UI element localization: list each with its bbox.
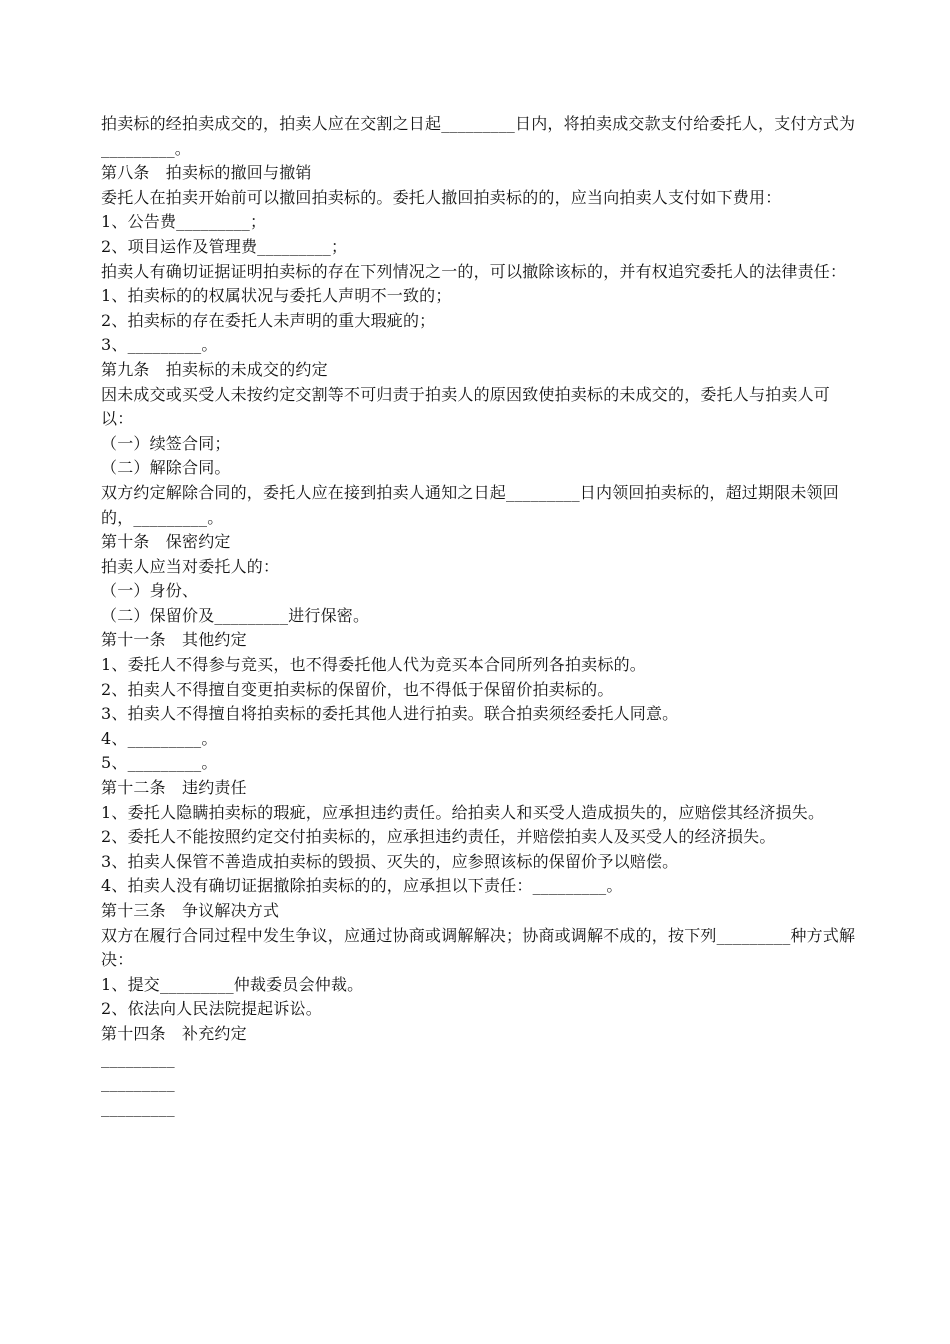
paragraph-unsold: 因未成交或买受人未按约定交割等不可归责于拍卖人的原因致使拍卖标的未成交的，委托人与拍卖人可以： xyxy=(101,384,831,429)
list-item-other-11-5: 5、_________。 xyxy=(101,753,218,773)
heading-article-11: 第十一条 其他约定 xyxy=(101,630,247,650)
paragraph-termination: 双方约定解除合同的，委托人应在接到拍卖人通知之日起_________日内领回拍卖标的，超过期限未领回的，_________。 xyxy=(101,482,840,527)
paragraph-removal-conditions: 拍卖人有确切证据证明拍卖标的存在下列情况之一的，可以撤除该标的，并有权追究委托人的法律责任： xyxy=(101,261,847,281)
paragraph-withdrawal: 委托人在拍卖开始前可以撤回拍卖标的。委托人撤回拍卖标的的，应当向拍卖人支付如下费用： xyxy=(101,187,782,207)
list-item-delivery-failure: 2、委托人不能按照约定交付拍卖标的，应承担违约责任，并赔偿拍卖人及买受人的经济损失。 xyxy=(101,827,776,847)
heading-article-13: 第十三条 争议解决方式 xyxy=(101,901,280,920)
list-item-other-11-4: 4、_________。 xyxy=(101,728,218,748)
list-item-no-price-change: 2、拍卖人不得擅自变更拍卖标的保留价，也不得低于保留价拍卖标的。 xyxy=(101,679,614,699)
heading-article-12: 第十二条 违约责任 xyxy=(101,778,247,798)
heading-article-9: 第九条 拍卖标的未成交的约定 xyxy=(101,359,328,379)
paragraph-confidentiality: 拍卖人应当对委托人的： xyxy=(101,556,280,576)
list-item-no-delegation: 3、拍卖人不得擅自将拍卖标的委托其他人进行拍卖。联合拍卖须经委托人同意。 xyxy=(101,704,679,724)
heading-article-14: 第十四条 补充约定 xyxy=(101,1023,247,1043)
list-item-other-8: 3、_________。 xyxy=(101,335,218,355)
list-item-terminate: （二）解除合同。 xyxy=(101,458,231,478)
paragraph-dispute: 双方在履行合同过程中发生争议，应通过协商或调解解决；协商或调解不成的，按下列_________种方式解决： xyxy=(101,925,856,970)
list-item-reserve-price: （二）保留价及_________进行保密。 xyxy=(101,605,370,625)
list-item-arbitration: 1、提交_________仲裁委员会仲裁。 xyxy=(101,974,364,994)
list-item-no-bidding: 1、委托人不得参与竞买，也不得委托他人代为竞买本合同所列各拍卖标的。 xyxy=(101,655,646,675)
list-item-litigation: 2、依法向人民法院提起诉讼。 xyxy=(101,999,322,1019)
blank-line-3: _________ xyxy=(101,1097,175,1117)
list-item-renew: （一）续签合同； xyxy=(101,433,231,453)
blank-line-2: _________ xyxy=(101,1073,175,1093)
list-item-concealment: 1、委托人隐瞒拍卖标的瑕疵，应承担违约责任。给拍卖人和买受人造成损失的，应赔偿其经济损失。 xyxy=(101,802,825,822)
list-item-notice-fee: 1、公告费_________； xyxy=(101,212,267,232)
list-item-ownership: 1、拍卖标的的权属状况与委托人声明不一致的； xyxy=(101,286,452,306)
list-item-defects: 2、拍卖标的存在委托人未声明的重大瑕疵的； xyxy=(101,310,436,330)
list-item-management-fee: 2、项目运作及管理费_________； xyxy=(101,236,348,256)
blank-line-1: _________ xyxy=(101,1048,175,1068)
list-item-identity: （一）身份、 xyxy=(101,581,199,601)
heading-article-10: 第十条 保密约定 xyxy=(101,532,231,552)
list-item-custody: 3、拍卖人保管不善造成拍卖标的毁损、灭失的，应参照该标的保留价予以赔偿。 xyxy=(101,851,679,871)
paragraph-payment-terms: 拍卖标的经拍卖成交的，拍卖人应在交割之日起_________日内，将拍卖成交款支付给委托人，支付方式为_________。 xyxy=(101,114,856,158)
list-item-improper-removal: 4、拍卖人没有确切证据撤除拍卖标的的，应承担以下责任：_________。 xyxy=(101,876,623,896)
heading-article-8: 第八条 拍卖标的撤回与撤销 xyxy=(101,163,312,183)
document-body xyxy=(101,112,861,1120)
